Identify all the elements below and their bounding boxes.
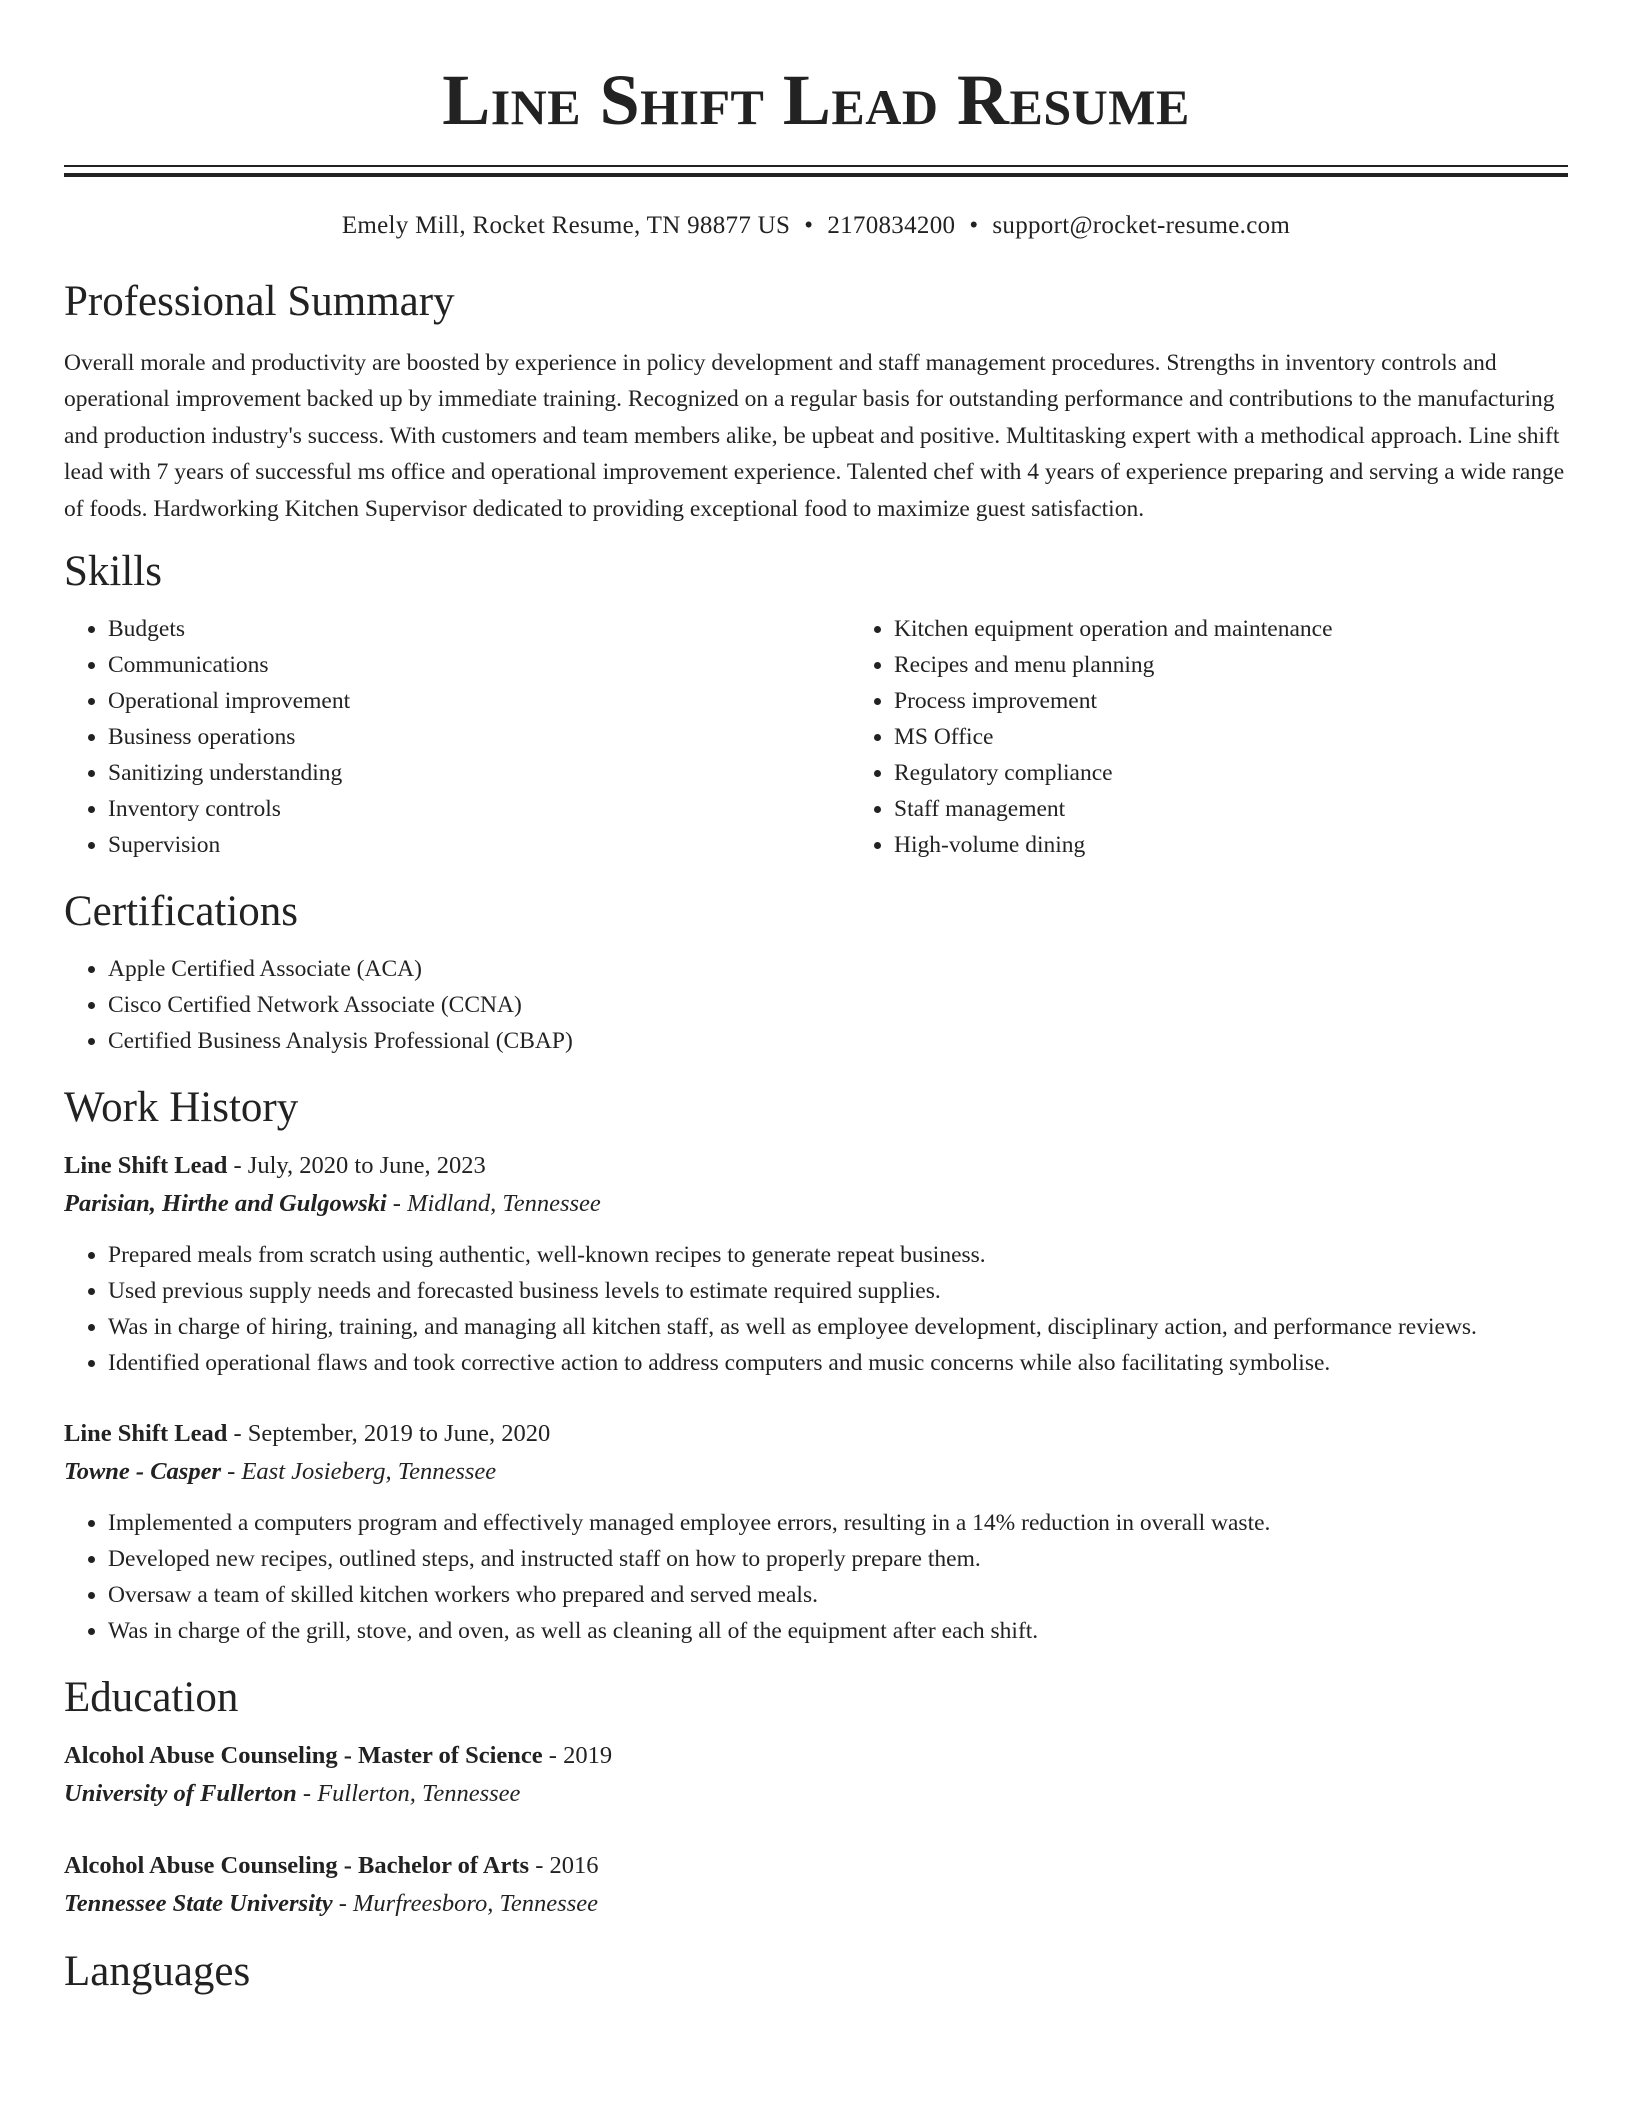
school-line: University of Fullerton - Fullerton, Tennessee — [64, 1780, 521, 1808]
education-entry — [64, 1737, 1568, 1813]
job-company: Towne - Casper — [64, 1458, 222, 1486]
title-divider-thick — [64, 173, 1568, 177]
section-heading: Certifications — [64, 888, 299, 936]
contact-email: support@rocket-resume.com — [992, 212, 1291, 239]
job-location: Midland, Tennessee — [407, 1190, 601, 1218]
job-bullet: • Identified operational flaws and took corrective action to address computers and music concerns while also facilitating symbolise. — [108, 1345, 1568, 1381]
professional-summary-section — [64, 277, 1568, 527]
contact-address: Emely Mill, Rocket Resume, TN 98877 US — [341, 212, 791, 239]
certification-item: • Cisco Certified Network Associate (CCNA) — [108, 987, 1568, 1023]
section-heading: Education — [64, 1674, 239, 1722]
skills-columns — [64, 611, 1568, 863]
skill-item: • Business operations — [108, 719, 850, 755]
skill-item: • Sanitizing understanding — [108, 755, 850, 791]
skills-section — [64, 547, 1568, 863]
contact-phone: 2170834200 — [827, 212, 956, 239]
degree: Alcohol Abuse Counseling - Bachelor of Arts — [64, 1852, 530, 1880]
skills-list-right — [850, 611, 1568, 863]
section-heading: Work History — [64, 1084, 299, 1132]
skill-item: • Operational improvement — [108, 683, 850, 719]
section-heading: Professional Summary — [64, 278, 455, 325]
skill-item: • Budgets — [108, 611, 850, 647]
section-heading: Skills — [64, 548, 162, 596]
job-bullets — [64, 1505, 1568, 1649]
job-bullet: • Was in charge of the grill, stove, and oven, as well as cleaning all of the equipment after each shift. — [108, 1613, 1568, 1649]
education-section — [64, 1673, 1568, 1923]
degree: Alcohol Abuse Counseling - Master of Science — [64, 1742, 543, 1770]
school-line: Tennessee State University - Murfreesboro, Tennessee — [64, 1890, 598, 1918]
skill-item: • Communications — [108, 647, 850, 683]
job-bullet: • Was in charge of hiring, training, and managing all kitchen staff, as well as employee development, disciplinary action, and performance reviews. — [108, 1309, 1568, 1345]
skill-item: • Kitchen equipment operation and maintenance — [894, 611, 1568, 647]
job-entry — [64, 1415, 1568, 1649]
job-bullet: • Oversaw a team of skilled kitchen workers who prepared and served meals. — [108, 1577, 1568, 1613]
title-divider-thin — [64, 165, 1568, 167]
section-heading: Languages — [64, 1948, 251, 1996]
skill-item: • Process improvement — [894, 683, 1568, 719]
skill-item: • Recipes and menu planning — [894, 647, 1568, 683]
job-location: East Josieberg, Tennessee — [241, 1458, 497, 1486]
school-location: Fullerton, Tennessee — [317, 1780, 521, 1808]
skills-list-left — [64, 611, 850, 863]
job-company: Parisian, Hirthe and Gulgowski — [64, 1190, 387, 1218]
job-company-line: Parisian, Hirthe and Gulgowski - Midland, Tennessee — [64, 1190, 601, 1218]
education-entry — [64, 1847, 1568, 1923]
contact-separator: • — [969, 212, 979, 239]
degree-line: Alcohol Abuse Counseling - Bachelor of Arts - 2016 — [64, 1852, 599, 1880]
skill-item: • High-volume dining — [894, 827, 1568, 863]
certification-item: • Apple Certified Associate (ACA) — [108, 951, 1568, 987]
graduation-year: 2016 — [549, 1852, 599, 1880]
job-title-line: Line Shift Lead - September, 2019 to June, 2020 — [64, 1420, 551, 1448]
school: Tennessee State University — [64, 1890, 333, 1918]
skill-item: • Regulatory compliance — [894, 755, 1568, 791]
resume-title: Line Shift Lead Resume — [442, 60, 1190, 140]
job-bullet: • Used previous supply needs and forecasted business levels to estimate required supplies. — [108, 1273, 1568, 1309]
job-dates: September, 2019 to June, 2020 — [247, 1420, 551, 1448]
contact-line — [64, 211, 1568, 241]
skill-item: • Staff management — [894, 791, 1568, 827]
job-title-line: Line Shift Lead - July, 2020 to June, 2023 — [64, 1152, 486, 1180]
school: University of Fullerton — [64, 1780, 297, 1808]
certifications-list — [64, 951, 1568, 1059]
job-company-line: Towne - Casper - East Josieberg, Tennessee — [64, 1458, 497, 1486]
certification-item: • Certified Business Analysis Professional (CBAP) — [108, 1023, 1568, 1059]
work-history-section — [64, 1083, 1568, 1649]
summary-text: Overall morale and productivity are boosted by experience in policy development and staff management procedures. Strengths in inventory controls and operational improvement backed up by immediate training. Recognized on a regular basis for outstanding performance and contributions to the manufacturing and production industry's success. With customers and team members alike, be upbeat and positive. Multitasking expert with a methodical approach. Line shift lead with 7 years of successful ms office and operational improvement experience. Talented chef with 4 years of experience preparing and serving a wide range of foods. Hardworking Kitchen Supervisor dedicated to providing exceptional food to maximize guest satisfaction. — [64, 350, 1565, 522]
skill-item: • Inventory controls — [108, 791, 850, 827]
certifications-section — [64, 887, 1568, 1059]
job-entry — [64, 1147, 1568, 1381]
skill-item: • Supervision — [108, 827, 850, 863]
job-bullet: • Implemented a computers program and effectively managed employee errors, resulting in a 14% reduction in overall waste. — [108, 1505, 1568, 1541]
job-bullet: • Prepared meals from scratch using authentic, well-known recipes to generate repeat business. — [108, 1237, 1568, 1273]
degree-line: Alcohol Abuse Counseling - Master of Science - 2019 — [64, 1742, 613, 1770]
skill-item: • MS Office — [894, 719, 1568, 755]
graduation-year: 2019 — [563, 1742, 613, 1770]
job-bullets — [64, 1237, 1568, 1381]
job-dates: July, 2020 to June, 2023 — [247, 1152, 486, 1180]
school-location: Murfreesboro, Tennessee — [353, 1890, 598, 1918]
job-title: Line Shift Lead — [64, 1420, 228, 1448]
contact-separator: • — [804, 212, 814, 239]
job-title: Line Shift Lead — [64, 1152, 228, 1180]
job-bullet: • Developed new recipes, outlined steps, and instructed staff on how to properly prepare them. — [108, 1541, 1568, 1577]
languages-section — [64, 1947, 1568, 1997]
